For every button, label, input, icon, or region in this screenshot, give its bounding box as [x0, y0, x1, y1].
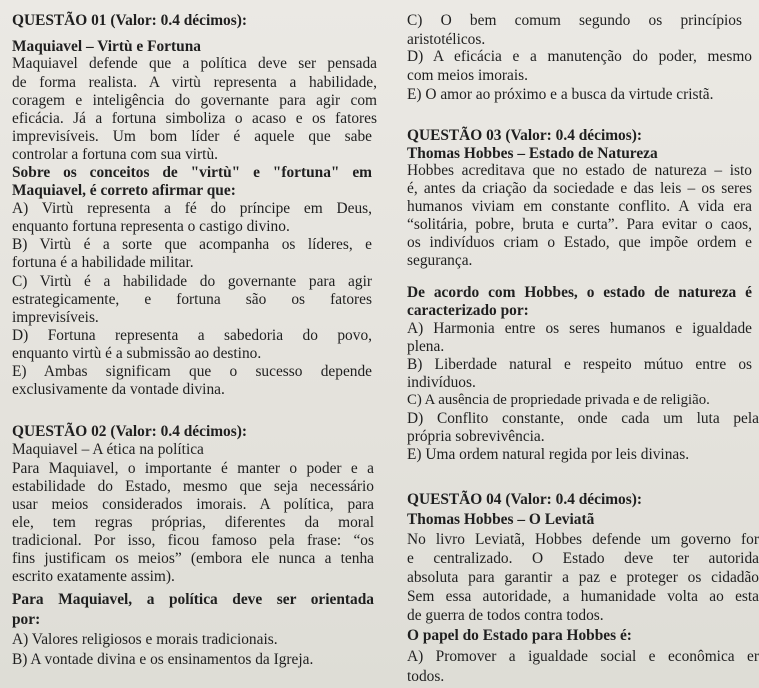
question-3-option-c[interactable]: C) A ausência de propriedade privada e de religião.	[407, 392, 710, 408]
question-1-text-line: eficácia. Já a fortuna simboliza o acaso e os fatores	[12, 110, 377, 127]
question-1-text-line: coragem e inteligência do governante para agir com	[12, 92, 377, 109]
question-1-option-a-cont: enquanto fortuna representa o castigo divino.	[12, 218, 290, 235]
question-1-option-b-cont: fortuna é a habilidade militar.	[12, 254, 194, 271]
question-1-option-e[interactable]: E) Ambas significam que o sucesso depende	[12, 363, 372, 380]
question-2-text-line: fins justificam os meios” (embora ele nunca a tenha	[12, 550, 374, 567]
question-2-text-line: Para Maquiavel, o importante é manter o poder e a	[12, 460, 374, 477]
question-4-option-a[interactable]: A) Promover a igualdade social e econômica er	[407, 648, 759, 665]
question-3-text-line: Hobbes acreditava que no estado de natureza – isto	[407, 162, 752, 179]
question-2-text-line: estabilidade do Estado, mesmo que seja necessário	[12, 478, 374, 495]
question-2-text-line: tradicional. Por isso, ficou famoso pela frase: “os	[12, 532, 374, 549]
question-1-option-d[interactable]: D) Fortuna representa a sabedoria do povo,	[12, 327, 372, 344]
question-3-text-line: segurança.	[407, 252, 473, 269]
question-3-option-b[interactable]: B) Liberdade natural e respeito mútuo entre os	[407, 356, 752, 373]
question-2-subtitle: Maquiavel – A ética na política	[12, 441, 204, 458]
question-1-prompt: Maquiavel, é correto afirmar que:	[12, 182, 236, 199]
question-4-text-line: No livro Leviatã, Hobbes defende um governo for	[407, 531, 759, 548]
question-2-text-line: ele, tem regras próprias, diferentes da moral	[12, 514, 374, 531]
question-1-option-e-cont: exclusivamente da vontade divina.	[12, 381, 225, 398]
question-1-subtitle: Maquiavel – Virtù e Fortuna	[12, 38, 201, 55]
question-4-heading: QUESTÃO 04 (Valor: 0.4 décimos):	[407, 491, 642, 508]
question-2-heading: QUESTÃO 02 (Valor: 0.4 décimos):	[12, 423, 247, 440]
question-3-option-a[interactable]: A) Harmonia entre os seres humanos e igualdade	[407, 320, 752, 337]
question-2-text-line: escrito exatamente assim).	[12, 568, 175, 585]
question-3-option-e[interactable]: E) Uma ordem natural regida por leis divinas.	[407, 446, 690, 463]
question-4-option-a-cont: todos.	[407, 668, 445, 685]
question-4-text-line: absoluta para garantir a paz e proteger os cidadão	[407, 569, 759, 586]
question-3-prompt: De acordo com Hobbes, o estado de natureza é	[407, 284, 752, 301]
question-2-option-a[interactable]: A) Valores religiosos e morais tradicionais.	[12, 631, 278, 648]
question-3-prompt: caracterizado por:	[407, 302, 529, 319]
question-4-prompt: O papel do Estado para Hobbes é:	[407, 627, 632, 644]
question-4-text-line: e centralizado. O Estado deve ter autorida	[407, 550, 759, 567]
question-3-option-b-cont: indivíduos.	[407, 374, 476, 391]
question-4-subtitle: Thomas Hobbes – O Leviatã	[407, 511, 595, 528]
question-2-text-line: usar meios considerados imorais. A política, para	[12, 496, 374, 513]
question-3-option-d-cont: própria sobrevivência.	[407, 428, 545, 445]
question-3-text-line: “solitária, pobre, bruta e curta”. Para evitar o caos,	[407, 216, 752, 233]
question-1-option-d-right-cont: com meios imorais.	[407, 67, 528, 84]
question-1-option-c-cont: imprevisíveis.	[12, 309, 99, 326]
question-1-option-d-right[interactable]: D) A eficácia e a manutenção do poder, mesmo	[407, 48, 752, 65]
question-1-heading: QUESTÃO 01 (Valor: 0.4 décimos):	[12, 12, 247, 29]
question-2-prompt: por:	[12, 611, 41, 628]
question-1-option-e-right[interactable]: E) O amor ao próximo e a busca da virtude cristã.	[407, 86, 714, 103]
question-1-option-c-cont: estrategicamente, e fortuna são os fatores	[12, 291, 372, 308]
question-1-option-c[interactable]: C) Virtù é a habilidade do governante para agir	[12, 273, 372, 290]
question-3-option-d[interactable]: D) Conflito constante, onde cada um luta pela	[407, 410, 759, 427]
question-1-text-line: Maquiavel defende que a política deve ser pensada	[12, 55, 377, 72]
question-1-text-line: de forma realista. A virtù representa a habilidade,	[12, 74, 377, 91]
question-3-text-line: os indivíduos criam o Estado, que impõe ordem e	[407, 234, 752, 251]
question-4-text-line: de guerra de todos contra todos.	[407, 607, 604, 624]
question-3-option-a-cont: plena.	[407, 338, 445, 355]
question-3-heading: QUESTÃO 03 (Valor: 0.4 décimos):	[407, 127, 642, 144]
question-3-text-line: humanos viviam em constante conflito. A vida era	[407, 198, 752, 215]
question-1-option-b[interactable]: B) Virtù é a sorte que acompanha os líderes, e	[12, 236, 372, 253]
question-1-option-c-right-cont: aristotélicos.	[407, 31, 486, 48]
question-2-option-b[interactable]: B) A vontade divina e os ensinamentos da Igreja.	[12, 651, 314, 668]
question-1-text-line: imprevisíveis. Um bom líder é aquele que sabe	[12, 128, 372, 145]
right-column	[407, 0, 759, 688]
question-4-text-line: Sem essa autoridade, a humanidade volta ao esta	[407, 588, 759, 605]
question-1-text-line: controlar a fortuna com sua virtù.	[12, 146, 218, 163]
question-1-option-c-right[interactable]: C) O bem comum segundo os princípios	[407, 12, 742, 29]
question-1-prompt: Sobre os conceitos de "virtù" e "fortuna" em	[12, 164, 372, 181]
question-1-option-a[interactable]: A) Virtù representa a fé do príncipe em Deus,	[12, 200, 372, 217]
question-3-text-line: é, antes da criação da sociedade e das leis – os seres	[407, 180, 752, 197]
question-3-subtitle: Thomas Hobbes – Estado de Natureza	[407, 145, 658, 162]
question-2-prompt: Para Maquiavel, a política deve ser orientada	[12, 591, 374, 608]
question-1-option-d-cont: enquanto virtù é a submissão ao destino.	[12, 345, 262, 362]
